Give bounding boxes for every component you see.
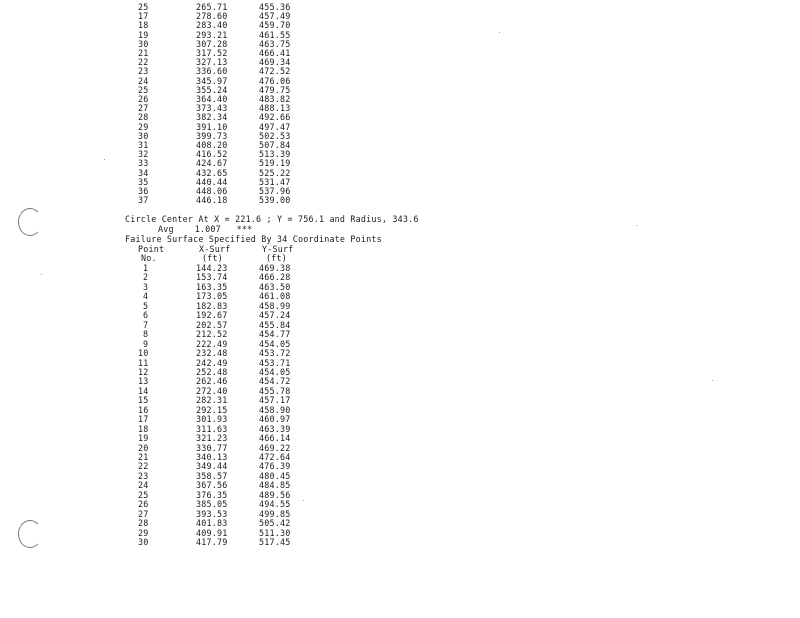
- y-surf-value: 483.82: [259, 94, 291, 104]
- x-surf-value: 212.52: [196, 329, 228, 340]
- point-number: 1: [143, 263, 149, 273]
- x-surf-value: 202.57: [196, 319, 228, 330]
- x-surf-value: 307.28: [196, 38, 228, 49]
- x-surf-value: 349.44: [196, 461, 228, 472]
- x-surf-value: 382.34: [196, 112, 228, 123]
- point-number: 25: [138, 489, 149, 500]
- y-surf-value: 458.99: [259, 300, 291, 311]
- point-number: 24: [138, 75, 149, 86]
- y-surf-value: 525.22: [259, 167, 291, 178]
- punch-hole-mark: [18, 208, 42, 236]
- y-surf-value: 453.71: [259, 357, 291, 368]
- y-surf-value: 472.64: [259, 452, 291, 462]
- point-number: 21: [138, 452, 149, 462]
- y-surf-value: 494.55: [259, 499, 291, 510]
- failure-surface-title: Failure Surface Specified By 34 Coordinate Points: [125, 234, 382, 244]
- point-number: 30: [138, 130, 149, 141]
- x-surf-value: 417.79: [196, 537, 228, 548]
- y-surf-value: 531.47: [259, 176, 291, 187]
- header-point-no: No.: [141, 253, 157, 263]
- point-number: 8: [143, 329, 149, 340]
- point-number: 25: [138, 2, 149, 12]
- point-number: 18: [138, 20, 149, 31]
- circle-center-line: Circle Center At X = 221.6 ; Y = 756.1 and Radius, 343.6: [125, 214, 419, 224]
- y-surf-value: 480.45: [259, 470, 291, 481]
- point-number: 14: [138, 385, 149, 396]
- point-number: 19: [138, 433, 149, 444]
- point-number: 26: [138, 94, 149, 104]
- point-number: 23: [138, 66, 149, 77]
- point-number: 29: [138, 121, 149, 132]
- x-surf-value: 358.57: [196, 470, 228, 481]
- table-row: [0, 292, 320, 301]
- header-y-unit: (ft): [266, 253, 287, 263]
- x-surf-value: 409.91: [196, 527, 228, 538]
- point-number: 19: [138, 29, 149, 40]
- point-number: 32: [138, 149, 149, 160]
- y-surf-value: 466.14: [259, 433, 291, 444]
- y-surf-value: 492.66: [259, 112, 291, 123]
- point-number: 27: [138, 508, 149, 519]
- table-row: [0, 330, 320, 339]
- point-number: 37: [138, 195, 149, 206]
- point-number: 17: [138, 11, 149, 22]
- y-surf-value: 454.77: [259, 329, 291, 340]
- x-surf-value: 393.53: [196, 508, 228, 519]
- y-surf-value: 458.90: [259, 404, 291, 415]
- y-surf-value: 455.78: [259, 385, 291, 396]
- x-surf-value: 373.43: [196, 103, 228, 114]
- x-surf-value: 192.67: [196, 310, 228, 321]
- x-surf-value: 364.40: [196, 94, 228, 104]
- scan-speck: [303, 500, 304, 501]
- x-surf-value: 242.49: [196, 357, 228, 368]
- y-surf-value: 466.41: [259, 48, 291, 58]
- y-surf-value: 463.75: [259, 38, 291, 49]
- point-number: 6: [143, 310, 149, 321]
- point-number: 11: [138, 357, 149, 368]
- x-surf-value: 340.13: [196, 452, 228, 462]
- table-row: [0, 396, 320, 405]
- y-surf-value: 455.84: [259, 319, 291, 330]
- y-surf-value: 455.36: [259, 2, 291, 12]
- x-surf-value: 153.74: [196, 272, 228, 283]
- point-number: 24: [138, 480, 149, 491]
- point-number: 4: [143, 291, 149, 302]
- point-number: 22: [138, 57, 149, 68]
- x-surf-value: 252.48: [196, 366, 228, 377]
- x-surf-value: 416.52: [196, 149, 228, 160]
- table-row: [0, 500, 320, 509]
- x-surf-value: 265.71: [196, 2, 228, 12]
- y-surf-value: 519.19: [259, 158, 291, 169]
- factor-of-safety-line: Avg 1.007 ***: [158, 224, 253, 234]
- y-surf-value: 457.49: [259, 11, 291, 22]
- y-surf-value: 453.72: [259, 348, 291, 359]
- y-surf-value: 469.34: [259, 57, 291, 68]
- x-surf-value: 278.60: [196, 11, 228, 22]
- x-surf-value: 283.40: [196, 20, 228, 31]
- header-x-unit: (ft): [202, 253, 223, 263]
- y-surf-value: 461.55: [259, 29, 291, 40]
- table-row: [0, 196, 320, 205]
- point-number: 31: [138, 140, 149, 150]
- point-number: 12: [138, 366, 149, 377]
- point-number: 22: [138, 461, 149, 472]
- x-surf-value: 330.77: [196, 442, 228, 453]
- y-surf-value: 511.30: [259, 527, 291, 538]
- x-surf-value: 432.65: [196, 167, 228, 178]
- y-surf-value: 497.47: [259, 121, 291, 132]
- table-row: [0, 349, 320, 358]
- x-surf-value: 424.67: [196, 158, 228, 169]
- y-surf-value: 484.85: [259, 480, 291, 491]
- y-surf-value: 499.85: [259, 508, 291, 519]
- point-number: 15: [138, 395, 149, 406]
- x-surf-value: 367.56: [196, 480, 228, 491]
- y-surf-value: 507.84: [259, 140, 291, 150]
- header-y-surf: Y-Surf: [262, 244, 294, 254]
- scan-speck: [104, 159, 105, 160]
- table-row: [0, 519, 320, 528]
- y-surf-value: 460.97: [259, 414, 291, 425]
- y-surf-value: 517.45: [259, 537, 291, 548]
- table-row: [0, 415, 320, 424]
- x-surf-value: 293.21: [196, 29, 228, 40]
- x-surf-value: 446.18: [196, 195, 228, 206]
- y-surf-value: 472.52: [259, 66, 291, 77]
- x-surf-value: 173.05: [196, 291, 228, 302]
- y-surf-value: 476.06: [259, 75, 291, 86]
- y-surf-value: 469.22: [259, 442, 291, 453]
- y-surf-value: 461.08: [259, 291, 291, 302]
- x-surf-value: 401.83: [196, 518, 228, 529]
- x-surf-value: 408.20: [196, 140, 228, 150]
- point-number: 25: [138, 84, 149, 95]
- x-surf-value: 222.49: [196, 338, 228, 349]
- x-surf-value: 385.05: [196, 499, 228, 510]
- scan-speck: [712, 380, 713, 381]
- y-surf-value: 469.38: [259, 263, 291, 273]
- y-surf-value: 454.72: [259, 376, 291, 387]
- y-surf-value: 502.53: [259, 130, 291, 141]
- table-row: [0, 434, 320, 443]
- y-surf-value: 457.17: [259, 395, 291, 406]
- point-number: 18: [138, 423, 149, 434]
- x-surf-value: 327.13: [196, 57, 228, 68]
- x-surf-value: 355.24: [196, 84, 228, 95]
- y-surf-value: 513.39: [259, 149, 291, 160]
- x-surf-value: 282.31: [196, 395, 228, 406]
- y-surf-value: 476.39: [259, 461, 291, 472]
- x-surf-value: 163.35: [196, 281, 228, 292]
- x-surf-value: 448.06: [196, 186, 228, 196]
- table-row: [0, 538, 320, 547]
- x-surf-value: 317.52: [196, 48, 228, 58]
- point-number: 34: [138, 167, 149, 178]
- header-x-surf: X-Surf: [199, 244, 231, 254]
- table-row: [0, 481, 320, 490]
- x-surf-value: 376.35: [196, 489, 228, 500]
- point-number: 26: [138, 499, 149, 510]
- y-surf-value: 466.28: [259, 272, 291, 283]
- y-surf-value: 537.96: [259, 186, 291, 196]
- x-surf-value: 336.60: [196, 66, 228, 77]
- point-number: 2: [143, 272, 149, 283]
- point-number: 29: [138, 527, 149, 538]
- y-surf-value: 454.05: [259, 338, 291, 349]
- point-number: 27: [138, 103, 149, 114]
- point-number: 3: [143, 281, 149, 292]
- x-surf-value: 345.97: [196, 75, 228, 86]
- x-surf-value: 311.63: [196, 423, 228, 434]
- punch-hole-mark: [18, 520, 42, 548]
- scan-speck: [499, 32, 500, 33]
- x-surf-value: 440.44: [196, 176, 228, 187]
- point-number: 20: [138, 442, 149, 453]
- y-surf-value: 489.56: [259, 489, 291, 500]
- point-number: 13: [138, 376, 149, 387]
- x-surf-value: 272.40: [196, 385, 228, 396]
- y-surf-value: 457.24: [259, 310, 291, 321]
- point-number: 9: [143, 338, 149, 349]
- y-surf-value: 479.75: [259, 84, 291, 95]
- point-number: 17: [138, 414, 149, 425]
- x-surf-value: 292.15: [196, 404, 228, 415]
- point-number: 33: [138, 158, 149, 169]
- point-number: 35: [138, 176, 149, 187]
- x-surf-value: 301.93: [196, 414, 228, 425]
- x-surf-value: 232.48: [196, 348, 228, 359]
- header-point: Point: [138, 244, 165, 254]
- point-number: 21: [138, 48, 149, 58]
- scan-speck: [41, 274, 42, 275]
- y-surf-value: 454.05: [259, 366, 291, 377]
- point-number: 28: [138, 518, 149, 529]
- scan-speck: [636, 225, 637, 226]
- y-surf-value: 463.50: [259, 281, 291, 292]
- point-number: 30: [138, 537, 149, 548]
- point-number: 7: [143, 319, 149, 330]
- y-surf-value: 488.13: [259, 103, 291, 114]
- point-number: 10: [138, 348, 149, 359]
- x-surf-value: 391.10: [196, 121, 228, 132]
- point-number: 30: [138, 38, 149, 49]
- y-surf-value: 505.42: [259, 518, 291, 529]
- point-number: 36: [138, 186, 149, 196]
- x-surf-value: 321.23: [196, 433, 228, 444]
- y-surf-value: 539.00: [259, 195, 291, 206]
- y-surf-value: 463.39: [259, 423, 291, 434]
- table-row: [0, 311, 320, 320]
- point-number: 5: [143, 300, 149, 311]
- point-number: 28: [138, 112, 149, 123]
- y-surf-value: 459.70: [259, 20, 291, 31]
- point-number: 16: [138, 404, 149, 415]
- x-surf-value: 399.73: [196, 130, 228, 141]
- x-surf-value: 262.46: [196, 376, 228, 387]
- x-surf-value: 144.23: [196, 263, 228, 273]
- x-surf-value: 182.83: [196, 300, 228, 311]
- point-number: 23: [138, 470, 149, 481]
